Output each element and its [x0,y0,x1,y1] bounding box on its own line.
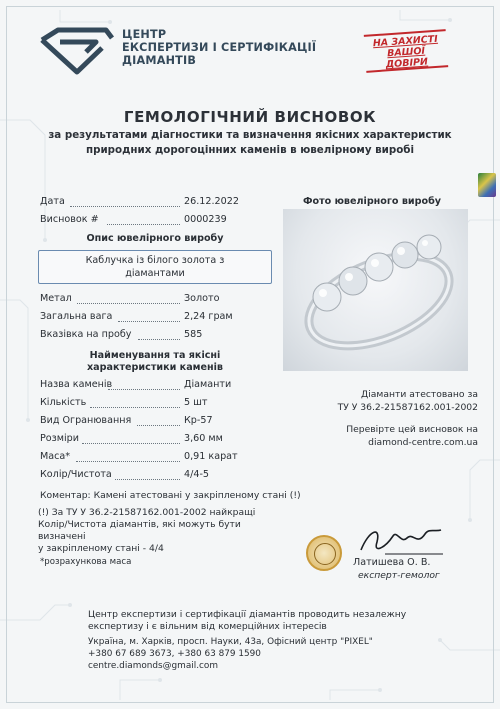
dotted-leader [77,303,180,304]
color-clarity-value: 4/4-5 [184,469,210,480]
description-line: Каблучка із білого золота з [85,255,225,266]
footer-line: експертизу і є вільним від комерційних інтересів [88,621,327,632]
calc-note: *розрахункова маса [40,557,132,567]
setting-note [38,507,272,555]
stone-name-value: Діаманти [184,379,232,390]
mass-label: Маса* [40,451,71,462]
footer-line: Центр експертизи і сертифікації діамантів проводить незалежну [88,609,407,620]
subtitle-line: природних дорогоцінних каменів в ювелірному виробі [85,144,415,156]
org-name-line: ДІАМАНТІВ [122,54,197,67]
address-line: Україна, м. Харків, просп. Науки, 43а, Офісний центр "PIXEL" [88,637,373,647]
footer-statement [88,609,418,633]
metal-value: Золото [184,293,220,304]
ring-image [283,209,468,371]
note-line: Колір/Чистота діамантів, які можуть бути визначені [38,519,241,542]
stamp-line: ВАШОЇ [386,45,426,60]
size-label: Розміри [40,433,79,444]
stamp-line: НА ЗАХИСТІ [372,33,439,50]
color-clarity-label: Колір/Чистота [40,469,112,480]
metal-label: Метал [40,293,72,304]
cut-value: Кр-57 [184,415,213,426]
signature [355,520,445,560]
note-line: (!) За ТУ У 36.2-21587162.001-2002 найкращі [38,507,256,518]
mass-value: 0,91 карат [184,451,238,462]
org-name-line: ЕКСПЕРТИЗИ І СЕРТИФІКАЦІЇ [122,41,317,54]
hologram-sticker [478,173,496,197]
weight-label: Загальна вага [40,311,113,322]
dotted-leader [115,479,180,480]
attestation-text [292,388,478,414]
dotted-leader [107,224,180,225]
stone-count-label: Кількість [40,397,87,408]
dotted-leader [108,389,180,390]
hallmark-label: Вказівка на пробу [40,329,132,340]
organization-name [122,28,342,67]
org-name-line: ЦЕНТР [122,28,167,41]
phone-line[interactable]: +380 67 689 3673, +380 63 879 1590 [88,649,261,659]
attest-line: Діаманти атестовано за [361,389,478,400]
dotted-leader [118,321,180,322]
cut-label: Вид Огранювання [40,415,132,426]
date-label: Дата [40,196,65,207]
stones-heading [38,350,272,374]
email-link[interactable]: centre.diamonds@gmail.com [88,661,218,671]
description-box [38,250,272,284]
signer-name: Латишева О. В. [353,557,431,568]
dotted-leader [82,443,180,444]
subtitle-line: за результатами діагностики та визначення якісних характеристик [48,129,452,141]
dotted-leader [138,339,180,340]
photo-label: Фото ювелірного виробу [303,196,442,207]
description-heading: Опис ювелірного виробу [86,233,224,244]
verify-text [292,423,478,449]
dotted-leader [137,425,180,426]
stones-heading-line: Найменування та якісні [89,350,221,361]
comment: Коментар: Камені атестовані у закріпленому стані (!) [40,490,301,501]
dotted-leader [90,407,180,408]
conclusion-number-label: Висновок # [40,214,99,225]
size-value: 3,60 мм [184,433,223,444]
document-subtitle [30,128,470,158]
conclusion-number-value: 0000239 [184,214,227,225]
stamp-line: ДОВІРИ [385,56,429,71]
trust-stamp [364,29,448,73]
stone-name-label: Назва каменів [40,379,113,390]
date-value: 26.12.2022 [184,196,239,207]
ring-photo [283,209,468,371]
verify-link[interactable]: diamond-centre.com.ua [368,437,478,448]
dotted-leader [76,461,180,462]
stones-heading-line: характеристики каменів [86,362,224,373]
stone-count-value: 5 шт [184,397,208,408]
attest-line: ТУ У 36.2-21587162.001-2002 [337,402,478,413]
weight-value: 2,24 грам [184,311,233,322]
verify-line: Перевірте цей висновок на [346,424,478,435]
gold-seal-icon [306,535,342,571]
hallmark-value: 585 [184,329,203,340]
note-line: у закріпленому стані - 4/4 [38,543,164,554]
dotted-leader [70,206,180,207]
signer-role: експерт-гемолог [358,570,440,581]
footer-contacts [88,636,428,672]
description-line: діамантами [125,268,185,279]
seal-inner-ring [314,543,336,565]
diamond-logo-icon [38,26,116,76]
document-title: ГЕМОЛОГІЧНИЙ ВИСНОВОК [123,108,377,126]
